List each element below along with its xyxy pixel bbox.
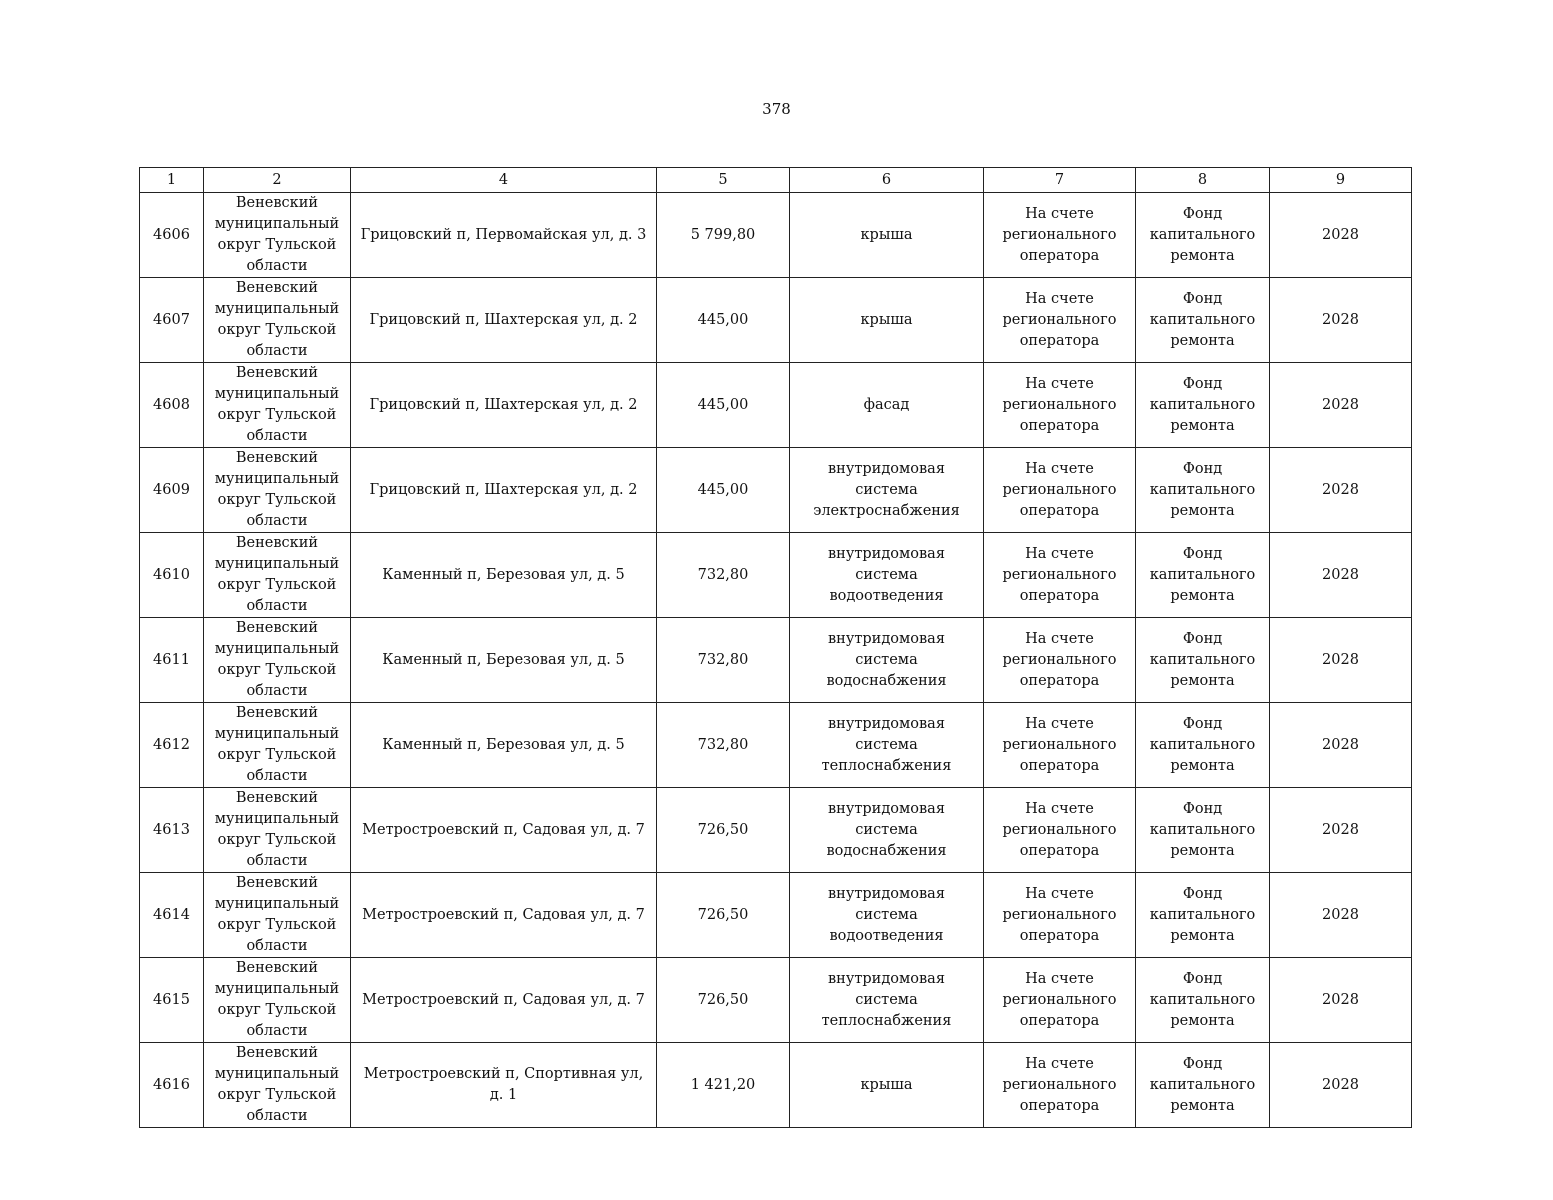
- work-type-cell: крыша: [790, 1043, 984, 1128]
- district-cell: Веневский муниципальный округ Тульской области: [204, 788, 351, 873]
- page-number: 378: [762, 100, 791, 118]
- district-cell: Веневский муниципальный округ Тульской области: [204, 873, 351, 958]
- work-type-cell: внутридомовая система водоотведения: [790, 533, 984, 618]
- account-cell: На счете регионального оператора: [984, 363, 1136, 448]
- year-cell: 2028: [1270, 703, 1412, 788]
- column-header-5: 5: [657, 168, 790, 193]
- year-cell: 2028: [1270, 533, 1412, 618]
- table-row: [140, 873, 1412, 958]
- row-number: 4613: [140, 788, 204, 873]
- address-cell: Грицовский п, Шахтерская ул, д. 2: [351, 448, 657, 533]
- column-header-9: 9: [1270, 168, 1412, 193]
- table-row: [140, 193, 1412, 278]
- column-header-8: 8: [1136, 168, 1270, 193]
- fund-cell: Фонд капитального ремонта: [1136, 363, 1270, 448]
- account-cell: На счете регионального оператора: [984, 618, 1136, 703]
- column-header-6: 6: [790, 168, 984, 193]
- row-number: 4606: [140, 193, 204, 278]
- table-row: [140, 448, 1412, 533]
- table-row: [140, 618, 1412, 703]
- district-cell: Веневский муниципальный округ Тульской области: [204, 533, 351, 618]
- account-cell: На счете регионального оператора: [984, 278, 1136, 363]
- work-type-cell: внутридомовая система электроснабжения: [790, 448, 984, 533]
- work-type-cell: внутридомовая система водоотведения: [790, 873, 984, 958]
- fund-cell: Фонд капитального ремонта: [1136, 618, 1270, 703]
- work-type-cell: крыша: [790, 193, 984, 278]
- work-type-cell: фасад: [790, 363, 984, 448]
- area-cell: 445,00: [657, 278, 790, 363]
- year-cell: 2028: [1270, 363, 1412, 448]
- fund-cell: Фонд капитального ремонта: [1136, 873, 1270, 958]
- account-cell: На счете регионального оператора: [984, 448, 1136, 533]
- row-number: 4616: [140, 1043, 204, 1128]
- table-row: [140, 278, 1412, 363]
- row-number: 4611: [140, 618, 204, 703]
- account-cell: На счете регионального оператора: [984, 1043, 1136, 1128]
- table-row: [140, 958, 1412, 1043]
- area-cell: 1 421,20: [657, 1043, 790, 1128]
- year-cell: 2028: [1270, 873, 1412, 958]
- address-cell: Каменный п, Березовая ул, д. 5: [351, 533, 657, 618]
- area-cell: 5 799,80: [657, 193, 790, 278]
- fund-cell: Фонд капитального ремонта: [1136, 193, 1270, 278]
- row-number: 4612: [140, 703, 204, 788]
- year-cell: 2028: [1270, 448, 1412, 533]
- account-cell: На счете регионального оператора: [984, 533, 1136, 618]
- address-cell: Грицовский п, Первомайская ул, д. 3: [351, 193, 657, 278]
- year-cell: 2028: [1270, 278, 1412, 363]
- work-type-cell: внутридомовая система теплоснабжения: [790, 703, 984, 788]
- area-cell: 732,80: [657, 703, 790, 788]
- area-cell: 445,00: [657, 448, 790, 533]
- year-cell: 2028: [1270, 1043, 1412, 1128]
- address-cell: Грицовский п, Шахтерская ул, д. 2: [351, 278, 657, 363]
- account-cell: На счете регионального оператора: [984, 703, 1136, 788]
- year-cell: 2028: [1270, 193, 1412, 278]
- district-cell: Веневский муниципальный округ Тульской области: [204, 363, 351, 448]
- year-cell: 2028: [1270, 618, 1412, 703]
- fund-cell: Фонд капитального ремонта: [1136, 788, 1270, 873]
- column-header-7: 7: [984, 168, 1136, 193]
- area-cell: 726,50: [657, 958, 790, 1043]
- address-cell: Каменный п, Березовая ул, д. 5: [351, 618, 657, 703]
- address-cell: Каменный п, Березовая ул, д. 5: [351, 703, 657, 788]
- district-cell: Веневский муниципальный округ Тульской области: [204, 193, 351, 278]
- area-cell: 726,50: [657, 788, 790, 873]
- area-cell: 726,50: [657, 873, 790, 958]
- column-header-2: 2: [204, 168, 351, 193]
- row-number: 4609: [140, 448, 204, 533]
- fund-cell: Фонд капитального ремонта: [1136, 703, 1270, 788]
- table-row: [140, 703, 1412, 788]
- table-row: [140, 363, 1412, 448]
- row-number: 4614: [140, 873, 204, 958]
- year-cell: 2028: [1270, 958, 1412, 1043]
- district-cell: Веневский муниципальный округ Тульской области: [204, 618, 351, 703]
- row-number: 4610: [140, 533, 204, 618]
- district-cell: Веневский муниципальный округ Тульской области: [204, 1043, 351, 1128]
- fund-cell: Фонд капитального ремонта: [1136, 958, 1270, 1043]
- address-cell: Метростроевский п, Спортивная ул, д. 1: [351, 1043, 657, 1128]
- work-type-cell: крыша: [790, 278, 984, 363]
- work-type-cell: внутридомовая система водоснабжения: [790, 788, 984, 873]
- address-cell: Метростроевский п, Садовая ул, д. 7: [351, 788, 657, 873]
- account-cell: На счете регионального оператора: [984, 958, 1136, 1043]
- account-cell: На счете регионального оператора: [984, 193, 1136, 278]
- table-row: [140, 533, 1412, 618]
- district-cell: Веневский муниципальный округ Тульской области: [204, 278, 351, 363]
- column-header-1: 1: [140, 168, 204, 193]
- table-row: [140, 1043, 1412, 1128]
- district-cell: Веневский муниципальный округ Тульской области: [204, 958, 351, 1043]
- district-cell: Веневский муниципальный округ Тульской области: [204, 703, 351, 788]
- fund-cell: Фонд капитального ремонта: [1136, 278, 1270, 363]
- fund-cell: Фонд капитального ремонта: [1136, 448, 1270, 533]
- year-cell: 2028: [1270, 788, 1412, 873]
- work-type-cell: внутридомовая система водоснабжения: [790, 618, 984, 703]
- address-cell: Грицовский п, Шахтерская ул, д. 2: [351, 363, 657, 448]
- district-cell: Веневский муниципальный округ Тульской области: [204, 448, 351, 533]
- table-row: [140, 788, 1412, 873]
- account-cell: На счете регионального оператора: [984, 788, 1136, 873]
- capital-repair-table: [139, 167, 1412, 1128]
- fund-cell: Фонд капитального ремонта: [1136, 533, 1270, 618]
- address-cell: Метростроевский п, Садовая ул, д. 7: [351, 873, 657, 958]
- account-cell: На счете регионального оператора: [984, 873, 1136, 958]
- header-row: [140, 168, 1412, 193]
- work-type-cell: внутридомовая система теплоснабжения: [790, 958, 984, 1043]
- area-cell: 732,80: [657, 618, 790, 703]
- fund-cell: Фонд капитального ремонта: [1136, 1043, 1270, 1128]
- row-number: 4608: [140, 363, 204, 448]
- area-cell: 445,00: [657, 363, 790, 448]
- address-cell: Метростроевский п, Садовая ул, д. 7: [351, 958, 657, 1043]
- area-cell: 732,80: [657, 533, 790, 618]
- column-header-4: 4: [351, 168, 657, 193]
- row-number: 4615: [140, 958, 204, 1043]
- row-number: 4607: [140, 278, 204, 363]
